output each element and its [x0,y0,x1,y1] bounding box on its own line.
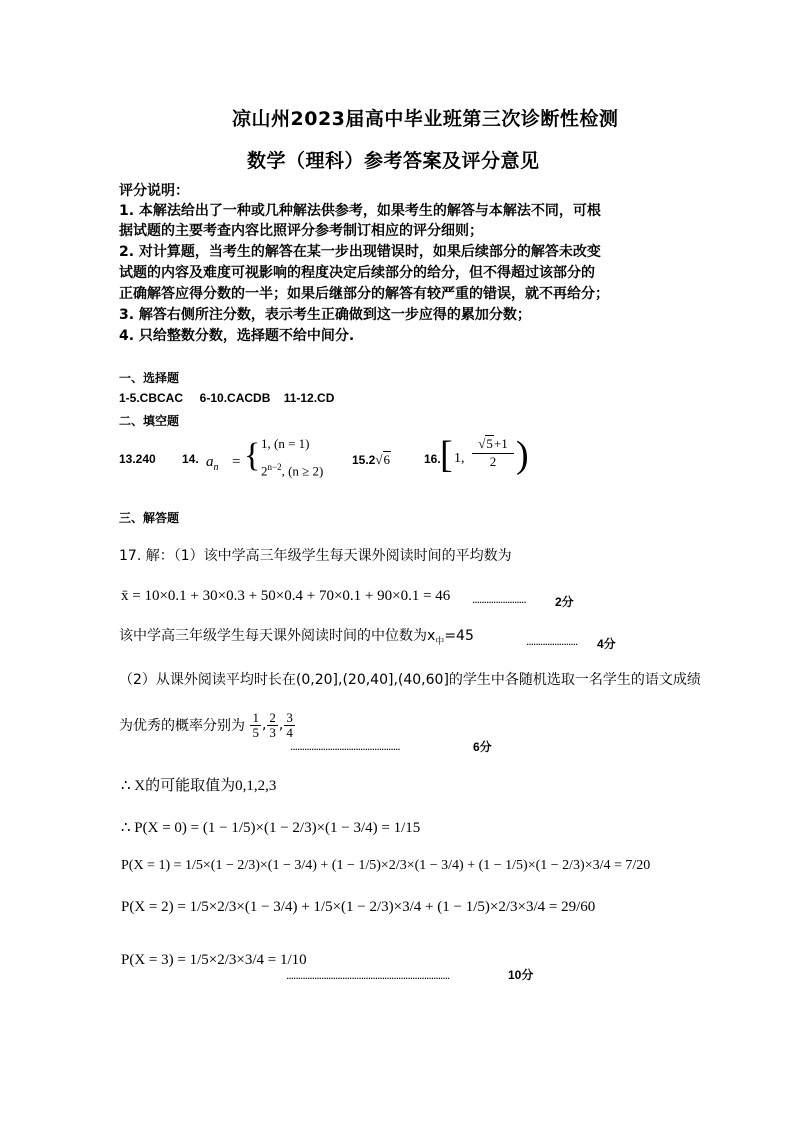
score-4: 4分 [597,637,616,651]
q17-part2-a: （2）从课外阅读平均时长在(0,20],(20,40],(40,60]的学生中各随机选取一名学生的语文成绩 [119,672,701,688]
q17-median: 该中学高三年级学生每天课外阅读时间的中位数为$x_中=45$ [119,628,474,647]
score-6: 6分 [473,740,492,754]
case-2-exp: n−2 [267,462,282,472]
answer-16-label: 16. [424,452,441,466]
q17-p1: P(X = 1) = 1/5×(1 − 2/3)×(1 − 3/4) + (1 − 1/5)×2/3×(1 − 3/4) + (1 − 1/5)×(1 − 2/3)×3/4 = 7/20 [121,858,651,873]
note-4: 4. 只给整数分数，选择题不给中间分. [119,328,355,344]
q17-intro: 17. 解：（1）该中学高三年级学生每天课外阅读时间的平均数为 [119,548,512,564]
page-title: 凉山州2023届高中毕业班第三次诊断性检测 [232,108,619,130]
answer-15-radicand: 6 [383,452,390,467]
page-subtitle: 数学（理科）参考答案及评分意见 [247,150,540,172]
note-1a: 1. 本解法给出了一种或几种解法供参考，如果考生的解答与本解法不同，可根 [119,203,601,219]
case-2-base: 2 [261,463,268,479]
answer-13: 13.240 [119,452,156,466]
section-fill-heading: 二、填空题 [119,414,180,428]
leader-dots: ...................................................................... [286,968,450,982]
case-2-cond: , (n ≥ 2) [281,463,324,479]
section-solve-heading: 三、解答题 [119,511,180,525]
q17-p0: ∴ P(X = 0) = (1 − 1/5)×(1 − 2/3)×(1 − 3/4) = 1/15 [121,820,421,836]
leader-dots: ....................... [472,592,526,606]
score-2: 2分 [555,595,574,609]
score-10: 10分 [508,968,534,982]
case-1: 1, (n = 1) [261,436,310,451]
q17-p2: P(X = 2) = 1/5×2/3×(1 − 3/4) + 1/5×(1 − 2/3)×3/4 + (1 − 1/5)×2/3×3/4 = 29/60 [121,899,596,915]
note-3: 3. 解答右侧所注分数，表示考生正确做到这一步应得的累加分数； [119,307,531,323]
note-2b: 试题的内容及难度可视影响的程度决定后续部分的给分，但不得超过该部分的 [119,265,595,281]
leader-dots: ............................................... [290,739,400,753]
q17-part2-b: 为优秀的概率分别为 $\frac{1}{5}$ , $\frac{2}{3}$ , $\frac{3}{4}$ [119,710,293,740]
answer-14-label: 14. [182,452,199,466]
section-choice-heading: 一、选择题 [119,371,180,385]
q17-p3: P(X = 3) = 1/5×2/3×3/4 = 1/10 [121,952,307,968]
note-2c: 正确解答应得分数的一半；如果后继部分的解答有较严重的错误，就不再给分； [119,286,609,302]
choice-answers: 1-5.CBCAC 6-10.CACDB 11-12.CD [119,391,335,405]
q17-mean-expr: x̄ = 10×0.1 + 30×0.3 + 50×0.4 + 70×0.1 + 90×0.1 = 46 [121,588,451,604]
q17-values-line: ∴ X的可能取值为0,1,2,3 [121,778,277,794]
answer-15: 15.2√6 [352,452,390,467]
leader-dots: ...................... [526,634,578,648]
notes-heading: 评分说明： [119,183,189,199]
note-2a: 2. 对计算题，当考生的解答在某一步出现错误时，如果后续部分的解答未改变 [119,244,601,260]
note-1b: 据试题的主要考查内容比照评分参考制订相应的评分细则； [119,223,483,239]
